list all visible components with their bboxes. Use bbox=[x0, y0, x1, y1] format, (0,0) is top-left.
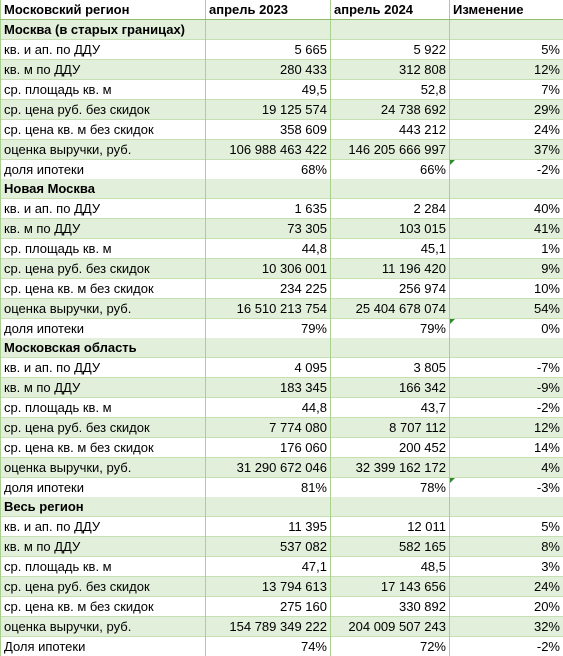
section-cell-empty[interactable] bbox=[206, 497, 331, 517]
row-label-text: ср. цена кв. м без скидок bbox=[4, 281, 154, 296]
value-april-2024-text: 17 143 656 bbox=[380, 579, 446, 594]
value-april-2023[interactable] bbox=[206, 140, 331, 160]
row-label-text: ср. цена руб. без скидок bbox=[4, 420, 150, 435]
table-row bbox=[1, 398, 563, 418]
value-april-2023[interactable] bbox=[206, 279, 331, 299]
value-change[interactable] bbox=[450, 517, 563, 537]
section-cell-empty[interactable] bbox=[450, 497, 563, 517]
value-april-2024[interactable] bbox=[331, 80, 450, 100]
value-change-text: 24% bbox=[533, 122, 560, 137]
value-april-2024-text: 204 009 507 243 bbox=[348, 619, 446, 634]
row-label[interactable] bbox=[1, 637, 206, 656]
value-april-2024-text: 43,7 bbox=[420, 400, 446, 415]
value-april-2024[interactable] bbox=[331, 398, 450, 418]
value-april-2024-text: 11 196 420 bbox=[381, 261, 446, 276]
section-cell-empty[interactable] bbox=[331, 338, 450, 358]
table-row bbox=[1, 577, 563, 597]
table-row bbox=[1, 358, 563, 378]
value-change[interactable] bbox=[450, 199, 563, 219]
header-row bbox=[1, 0, 563, 20]
value-change[interactable] bbox=[450, 40, 563, 60]
value-april-2023[interactable] bbox=[206, 617, 331, 637]
row-label-text: ср. площадь кв. м bbox=[4, 400, 112, 415]
row-label[interactable] bbox=[1, 40, 206, 60]
section-title[interactable]: Московская область bbox=[1, 338, 206, 358]
value-april-2024[interactable] bbox=[331, 617, 450, 637]
row-label-text: ср. площадь кв. м bbox=[4, 82, 112, 97]
row-label[interactable] bbox=[1, 438, 206, 458]
value-april-2024-text: 166 342 bbox=[399, 380, 446, 395]
value-april-2024-text: 256 974 bbox=[399, 281, 446, 296]
value-april-2024-text: 78% bbox=[419, 480, 446, 495]
value-april-2023-text: 5 665 bbox=[294, 42, 327, 57]
value-april-2023-text: 79% bbox=[300, 321, 327, 336]
row-label[interactable] bbox=[1, 60, 206, 80]
value-change-text: 41% bbox=[533, 221, 560, 236]
row-label[interactable] bbox=[1, 140, 206, 160]
value-april-2023[interactable] bbox=[206, 199, 331, 219]
value-change[interactable] bbox=[450, 219, 563, 239]
row-label[interactable] bbox=[1, 597, 206, 617]
row-label[interactable] bbox=[1, 279, 206, 299]
value-april-2024-text: 3 805 bbox=[413, 360, 446, 375]
row-label-text: кв. м по ДДУ bbox=[4, 539, 81, 554]
value-change-text: 9% bbox=[541, 261, 560, 276]
value-april-2024[interactable] bbox=[331, 279, 450, 299]
value-april-2024-text: 12 011 bbox=[407, 519, 446, 534]
value-april-2023-text: 47,1 bbox=[301, 559, 327, 574]
value-change-text: 20% bbox=[533, 599, 560, 614]
row-label[interactable] bbox=[1, 378, 206, 398]
value-april-2024-text: 32 399 162 172 bbox=[355, 460, 446, 475]
row-label-text: доля ипотеки bbox=[4, 480, 84, 495]
row-label[interactable] bbox=[1, 239, 206, 259]
value-april-2023[interactable] bbox=[206, 239, 331, 259]
value-change-text: 5% bbox=[541, 42, 560, 57]
value-april-2024[interactable] bbox=[331, 100, 450, 120]
value-change-text: 5% bbox=[541, 519, 560, 534]
row-label[interactable] bbox=[1, 517, 206, 537]
table-row bbox=[1, 637, 563, 656]
value-change-text: -9% bbox=[536, 380, 560, 395]
value-change[interactable] bbox=[450, 299, 563, 319]
value-change[interactable] bbox=[450, 259, 563, 279]
row-label[interactable] bbox=[1, 398, 206, 418]
value-april-2024-text: 330 892 bbox=[399, 599, 446, 614]
value-change-text: 24% bbox=[533, 579, 560, 594]
value-april-2024[interactable] bbox=[331, 239, 450, 259]
value-change-text: -7% bbox=[536, 360, 560, 375]
row-label[interactable] bbox=[1, 418, 206, 438]
value-april-2023[interactable] bbox=[206, 458, 331, 478]
value-change[interactable] bbox=[450, 60, 563, 80]
value-april-2023[interactable] bbox=[206, 577, 331, 597]
table-row bbox=[1, 80, 563, 100]
row-label-text: ср. цена руб. без скидок bbox=[4, 102, 150, 117]
value-april-2023[interactable] bbox=[206, 597, 331, 617]
value-change[interactable] bbox=[450, 160, 563, 180]
value-change-text: 7% bbox=[541, 82, 560, 97]
value-april-2024-text: 8 707 112 bbox=[389, 420, 446, 435]
value-change[interactable] bbox=[450, 557, 563, 577]
value-april-2023-text: 73 305 bbox=[287, 221, 327, 236]
table-row bbox=[1, 199, 563, 219]
value-april-2023[interactable] bbox=[206, 219, 331, 239]
value-april-2023-text: 1 635 bbox=[294, 201, 327, 216]
value-april-2024[interactable] bbox=[331, 537, 450, 557]
value-april-2024-text: 25 404 678 074 bbox=[355, 301, 446, 316]
value-april-2023-text: 31 290 672 046 bbox=[236, 460, 327, 475]
table-row bbox=[1, 557, 563, 577]
row-label[interactable] bbox=[1, 358, 206, 378]
value-april-2023[interactable] bbox=[206, 557, 331, 577]
value-april-2024-text: 582 165 bbox=[399, 539, 446, 554]
row-label-text: кв. м по ДДУ bbox=[4, 380, 81, 395]
row-label[interactable] bbox=[1, 259, 206, 279]
error-indicator-icon[interactable] bbox=[450, 160, 455, 165]
section-title[interactable]: Новая Москва bbox=[1, 179, 206, 199]
section-cell-empty[interactable] bbox=[331, 179, 450, 199]
value-april-2024[interactable] bbox=[331, 120, 450, 140]
value-change[interactable] bbox=[450, 438, 563, 458]
value-april-2024[interactable] bbox=[331, 378, 450, 398]
header-april-2024[interactable]: апрель 2024 bbox=[331, 0, 450, 20]
value-change[interactable] bbox=[450, 378, 563, 398]
value-april-2024-text: 5 922 bbox=[413, 42, 446, 57]
row-label-text: кв. и ап. по ДДУ bbox=[4, 360, 101, 375]
value-april-2024[interactable] bbox=[331, 40, 450, 60]
value-april-2023-text: 81% bbox=[300, 480, 327, 495]
row-label-text: кв. и ап. по ДДУ bbox=[4, 201, 101, 216]
value-april-2024[interactable] bbox=[331, 199, 450, 219]
value-april-2023-text: 13 794 613 bbox=[261, 579, 327, 594]
value-change-text: 12% bbox=[533, 420, 560, 435]
value-april-2024-text: 45,1 bbox=[420, 241, 446, 256]
value-change[interactable] bbox=[450, 80, 563, 100]
row-label[interactable] bbox=[1, 458, 206, 478]
row-label-text: оценка выручки, руб. bbox=[4, 460, 132, 475]
section-row bbox=[1, 179, 563, 199]
value-change-text: 3% bbox=[541, 559, 560, 574]
value-change[interactable] bbox=[450, 358, 563, 378]
row-label[interactable] bbox=[1, 299, 206, 319]
value-april-2023[interactable] bbox=[206, 100, 331, 120]
table-row bbox=[1, 160, 563, 180]
row-label[interactable] bbox=[1, 120, 206, 140]
value-change-text: 40% bbox=[533, 201, 560, 216]
row-label-text: ср. цена кв. м без скидок bbox=[4, 599, 154, 614]
row-label[interactable] bbox=[1, 160, 206, 180]
row-label-text: кв. м по ДДУ bbox=[4, 62, 81, 77]
value-change-text: -2% bbox=[536, 162, 560, 177]
value-april-2024[interactable] bbox=[331, 478, 450, 498]
value-change[interactable] bbox=[450, 577, 563, 597]
value-april-2024[interactable] bbox=[331, 358, 450, 378]
value-april-2023-text: 7 774 080 bbox=[269, 420, 327, 435]
row-label-text: ср. площадь кв. м bbox=[4, 241, 112, 256]
value-change[interactable] bbox=[450, 537, 563, 557]
value-april-2024[interactable] bbox=[331, 160, 450, 180]
value-april-2023[interactable] bbox=[206, 299, 331, 319]
table-row bbox=[1, 537, 563, 557]
row-label[interactable] bbox=[1, 537, 206, 557]
row-label-text: ср. цена руб. без скидок bbox=[4, 579, 150, 594]
table-row bbox=[1, 279, 563, 299]
table-row bbox=[1, 478, 563, 498]
value-change[interactable] bbox=[450, 398, 563, 418]
error-indicator-icon[interactable] bbox=[450, 478, 455, 483]
value-change[interactable] bbox=[450, 478, 563, 498]
value-april-2023[interactable] bbox=[206, 398, 331, 418]
table-row bbox=[1, 438, 563, 458]
row-label[interactable] bbox=[1, 199, 206, 219]
value-april-2023[interactable] bbox=[206, 40, 331, 60]
value-change-text: 12% bbox=[533, 62, 560, 77]
value-april-2024-text: 200 452 bbox=[399, 440, 446, 455]
value-april-2023-text: 16 510 213 754 bbox=[236, 301, 327, 316]
value-april-2024-text: 103 015 bbox=[399, 221, 446, 236]
value-april-2023[interactable] bbox=[206, 537, 331, 557]
row-label-text: ср. цена кв. м без скидок bbox=[4, 440, 154, 455]
row-label-text: кв. м по ДДУ bbox=[4, 221, 81, 236]
value-april-2024[interactable] bbox=[331, 577, 450, 597]
table-row bbox=[1, 40, 563, 60]
value-april-2024[interactable] bbox=[331, 60, 450, 80]
table-row bbox=[1, 239, 563, 259]
table-row bbox=[1, 299, 563, 319]
value-april-2023[interactable] bbox=[206, 160, 331, 180]
table-row bbox=[1, 517, 563, 537]
value-change-text: 8% bbox=[541, 539, 560, 554]
value-april-2023[interactable] bbox=[206, 478, 331, 498]
value-change-text: 37% bbox=[533, 142, 560, 157]
value-april-2024-text: 24 738 692 bbox=[380, 102, 446, 117]
row-label[interactable] bbox=[1, 557, 206, 577]
table-row bbox=[1, 219, 563, 239]
value-april-2024-text: 443 212 bbox=[399, 122, 446, 137]
value-change[interactable] bbox=[450, 458, 563, 478]
value-change[interactable] bbox=[450, 120, 563, 140]
value-april-2023-text: 280 433 bbox=[280, 62, 327, 77]
header-april-2023[interactable]: апрель 2023 bbox=[206, 0, 331, 20]
value-april-2024[interactable] bbox=[331, 597, 450, 617]
row-label-text: доля ипотеки bbox=[4, 321, 84, 336]
section-title[interactable]: Весь регион bbox=[1, 497, 206, 517]
value-april-2023-text: 106 988 463 422 bbox=[229, 142, 327, 157]
value-april-2023[interactable] bbox=[206, 319, 331, 339]
value-april-2024[interactable] bbox=[331, 140, 450, 160]
value-change[interactable] bbox=[450, 239, 563, 259]
value-april-2024[interactable] bbox=[331, 438, 450, 458]
value-april-2024[interactable] bbox=[331, 219, 450, 239]
value-april-2024-text: 312 808 bbox=[399, 62, 446, 77]
value-april-2023-text: 44,8 bbox=[301, 400, 327, 415]
row-label-text: кв. и ап. по ДДУ bbox=[4, 519, 101, 534]
value-april-2024[interactable] bbox=[331, 259, 450, 279]
value-change-text: 32% bbox=[533, 619, 560, 634]
value-april-2023[interactable] bbox=[206, 637, 331, 656]
value-april-2023-text: 11 395 bbox=[288, 519, 327, 534]
section-title[interactable]: Москва (в старых границах) bbox=[1, 20, 206, 40]
error-indicator-icon[interactable] bbox=[450, 319, 455, 324]
row-label[interactable] bbox=[1, 617, 206, 637]
row-label-text: доля ипотеки bbox=[4, 162, 84, 177]
value-change[interactable] bbox=[450, 100, 563, 120]
header-change[interactable]: Изменение bbox=[450, 0, 563, 20]
value-april-2024[interactable] bbox=[331, 418, 450, 438]
value-april-2023-text: 19 125 574 bbox=[261, 102, 327, 117]
row-label[interactable] bbox=[1, 219, 206, 239]
value-april-2024-text: 146 205 666 997 bbox=[348, 142, 446, 157]
section-cell-empty[interactable] bbox=[331, 20, 450, 40]
value-april-2024[interactable] bbox=[331, 557, 450, 577]
section-cell-empty[interactable] bbox=[331, 497, 450, 517]
section-cell-empty[interactable] bbox=[206, 179, 331, 199]
row-label-text: оценка выручки, руб. bbox=[4, 301, 132, 316]
value-april-2024-text: 52,8 bbox=[420, 82, 446, 97]
value-april-2024-text: 72% bbox=[419, 639, 446, 654]
row-label-text: ср. цена кв. м без скидок bbox=[4, 122, 154, 137]
table-row bbox=[1, 617, 563, 637]
section-cell-empty[interactable] bbox=[450, 179, 563, 199]
table-row bbox=[1, 319, 563, 339]
value-change-text: 29% bbox=[533, 102, 560, 117]
row-label[interactable] bbox=[1, 478, 206, 498]
header-region[interactable]: Московский регион bbox=[1, 0, 206, 20]
row-label-text: Доля ипотеки bbox=[4, 639, 86, 654]
section-row bbox=[1, 338, 563, 358]
value-april-2023-text: 234 225 bbox=[280, 281, 327, 296]
row-label-text: кв. и ап. по ДДУ bbox=[4, 42, 101, 57]
section-row bbox=[1, 20, 563, 40]
value-april-2024[interactable] bbox=[331, 517, 450, 537]
section-row bbox=[1, 497, 563, 517]
value-change[interactable] bbox=[450, 140, 563, 160]
table-row bbox=[1, 259, 563, 279]
value-april-2023-text: 4 095 bbox=[294, 360, 327, 375]
value-april-2023-text: 358 609 bbox=[280, 122, 327, 137]
table-row bbox=[1, 120, 563, 140]
table-row bbox=[1, 140, 563, 160]
value-april-2023[interactable] bbox=[206, 418, 331, 438]
row-label[interactable] bbox=[1, 319, 206, 339]
section-cell-empty[interactable] bbox=[450, 338, 563, 358]
value-april-2023[interactable] bbox=[206, 60, 331, 80]
table-row bbox=[1, 597, 563, 617]
value-april-2023-text: 154 789 349 222 bbox=[229, 619, 327, 634]
value-april-2023[interactable] bbox=[206, 80, 331, 100]
row-label[interactable] bbox=[1, 100, 206, 120]
value-change[interactable] bbox=[450, 637, 563, 656]
value-april-2024-text: 2 284 bbox=[413, 201, 446, 216]
value-april-2023-text: 537 082 bbox=[280, 539, 327, 554]
value-april-2024-text: 48,5 bbox=[420, 559, 446, 574]
value-april-2023[interactable] bbox=[206, 378, 331, 398]
section-cell-empty[interactable] bbox=[450, 20, 563, 40]
value-change-text: -2% bbox=[536, 400, 560, 415]
table-row bbox=[1, 60, 563, 80]
value-april-2023[interactable] bbox=[206, 259, 331, 279]
value-change-text: 14% bbox=[533, 440, 560, 455]
value-change[interactable] bbox=[450, 319, 563, 339]
value-april-2024-text: 79% bbox=[419, 321, 446, 336]
value-april-2023[interactable] bbox=[206, 517, 331, 537]
row-label-text: ср. площадь кв. м bbox=[4, 559, 112, 574]
value-april-2023[interactable] bbox=[206, 438, 331, 458]
row-label-text: оценка выручки, руб. bbox=[4, 142, 132, 157]
section-cell-empty[interactable] bbox=[206, 338, 331, 358]
value-april-2024-text: 66% bbox=[419, 162, 446, 177]
value-change-text: 10% bbox=[533, 281, 560, 296]
value-change-text: -3% bbox=[536, 480, 560, 495]
value-april-2024[interactable] bbox=[331, 637, 450, 656]
value-april-2023-text: 10 306 001 bbox=[261, 261, 327, 276]
value-change-text: 54% bbox=[533, 301, 560, 316]
value-change[interactable] bbox=[450, 279, 563, 299]
value-april-2023-text: 74% bbox=[300, 639, 327, 654]
value-april-2023-text: 49,5 bbox=[301, 82, 327, 97]
value-april-2023-text: 44,8 bbox=[301, 241, 327, 256]
value-april-2023[interactable] bbox=[206, 358, 331, 378]
table-row bbox=[1, 100, 563, 120]
row-label-text: ср. цена руб. без скидок bbox=[4, 261, 150, 276]
value-april-2024[interactable] bbox=[331, 319, 450, 339]
table-row bbox=[1, 378, 563, 398]
value-change-text: 0% bbox=[541, 321, 560, 336]
table-row bbox=[1, 458, 563, 478]
value-change[interactable] bbox=[450, 617, 563, 637]
value-change-text: -2% bbox=[536, 639, 560, 654]
row-label-text: оценка выручки, руб. bbox=[4, 619, 132, 634]
value-april-2023-text: 275 160 bbox=[280, 599, 327, 614]
value-april-2024[interactable] bbox=[331, 299, 450, 319]
table-row bbox=[1, 418, 563, 438]
value-april-2023-text: 68% bbox=[300, 162, 327, 177]
value-april-2023-text: 183 345 bbox=[280, 380, 327, 395]
section-cell-empty[interactable] bbox=[206, 20, 331, 40]
value-april-2023[interactable] bbox=[206, 120, 331, 140]
value-april-2023-text: 176 060 bbox=[280, 440, 327, 455]
value-change-text: 1% bbox=[541, 241, 560, 256]
value-change-text: 4% bbox=[541, 460, 560, 475]
row-label[interactable] bbox=[1, 577, 206, 597]
value-april-2024[interactable] bbox=[331, 458, 450, 478]
value-change[interactable] bbox=[450, 597, 563, 617]
row-label[interactable] bbox=[1, 80, 206, 100]
value-change[interactable] bbox=[450, 418, 563, 438]
